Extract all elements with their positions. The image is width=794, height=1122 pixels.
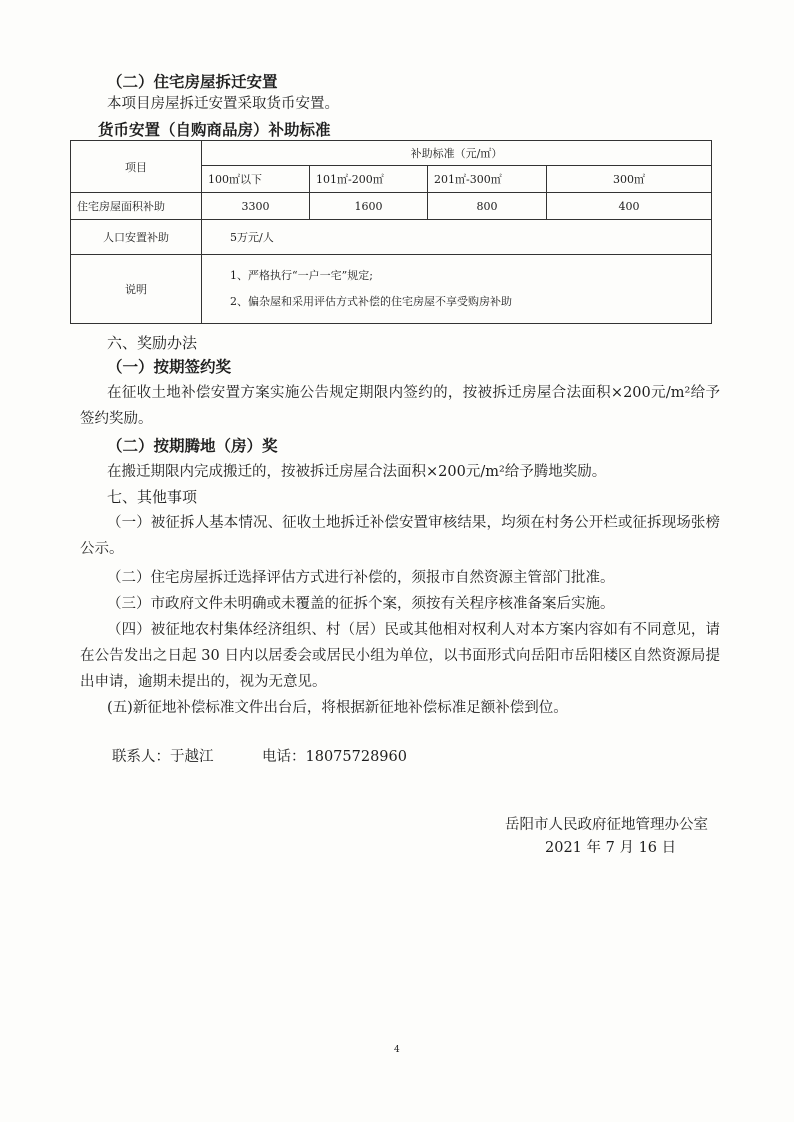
header-item: 项目 — [71, 141, 202, 193]
note: 1、严格执行“一户一宅”规定; — [230, 269, 373, 282]
page-number: 4 — [394, 1045, 400, 1055]
signature-date: 2021 年 7 月 16 日 — [545, 840, 677, 856]
value-cell: 800 — [428, 193, 547, 220]
paragraph: 在征收土地补偿安置方案实施公告规定期限内签约的，按被拆迁房屋合法面积×200元/m²给予签约奖励。 — [80, 385, 720, 427]
section-heading: （二）住宅房屋拆迁安置 — [107, 72, 278, 91]
row-label: 人口安置补助 — [71, 220, 202, 255]
section-heading: 七、其他事项 — [107, 488, 198, 506]
row-label: 住宅房屋面积补助 — [71, 193, 202, 220]
row-label: 说明 — [71, 255, 202, 324]
paragraph: 本项目房屋拆迁安置采取货币安置。 — [107, 96, 339, 112]
note: 2、偏杂屋和采用评估方式补偿的住宅房屋不享受购房补助 — [230, 295, 512, 308]
subsection-heading: （一）按期签约奖 — [107, 357, 232, 376]
range-cell: 101㎡-200㎡ — [310, 166, 428, 193]
range-cell: 300㎡ — [547, 166, 712, 193]
paragraph: 在搬迁期限内完成搬迁的，按被拆迁房屋合法面积×200元/m²给予腾地奖励。 — [107, 464, 607, 480]
contact-phone: 电话：18075728960 — [262, 749, 407, 765]
range-cell: 201㎡-300㎡ — [428, 166, 547, 193]
signature-org: 岳阳市人民政府征地管理办公室 — [505, 817, 708, 833]
value-cell: 400 — [547, 193, 712, 220]
value-cell: 5万元/人 — [202, 220, 712, 255]
value-cell: 3300 — [202, 193, 310, 220]
section-heading: 六、奖励办法 — [107, 334, 198, 352]
table-title: 货币安置（自购商品房）补助标准 — [98, 120, 331, 139]
paragraph: （一）被征拆人基本情况、征收土地拆迁补偿安置审核结果，均须在村务公开栏或征拆现场张榜公示。 — [80, 515, 720, 557]
paragraph: （三）市政府文件未明确或未覆盖的征拆个案，须按有关程序核准备案后实施。 — [107, 596, 615, 612]
value-cell: 1600 — [310, 193, 428, 220]
contact-person: 联系人：于越江 — [112, 749, 214, 765]
subsection-heading: （二）按期腾地（房）奖 — [107, 436, 278, 455]
subsidy-table — [70, 140, 712, 324]
paragraph: (五)新征地补偿标准文件出台后，将根据新征地补偿标准足额补偿到位。 — [107, 700, 568, 716]
header-standard: 补助标准（元/㎡） — [202, 141, 712, 166]
paragraph: （四）被征地农村集体经济组织、村（居）民或其他相对权利人对本方案内容如有不同意见，请在公告发出之日起 30 日内以居委会或居民小组为单位，以书面形式向岳阳市岳阳楼区自然资源局提出申请，逾期未提出的，视为无意见。 — [80, 622, 720, 690]
paragraph: （二）住宅房屋拆迁选择评估方式进行补偿的，须报市自然资源主管部门批准。 — [107, 570, 615, 586]
range-cell: 100㎡以下 — [202, 166, 310, 193]
